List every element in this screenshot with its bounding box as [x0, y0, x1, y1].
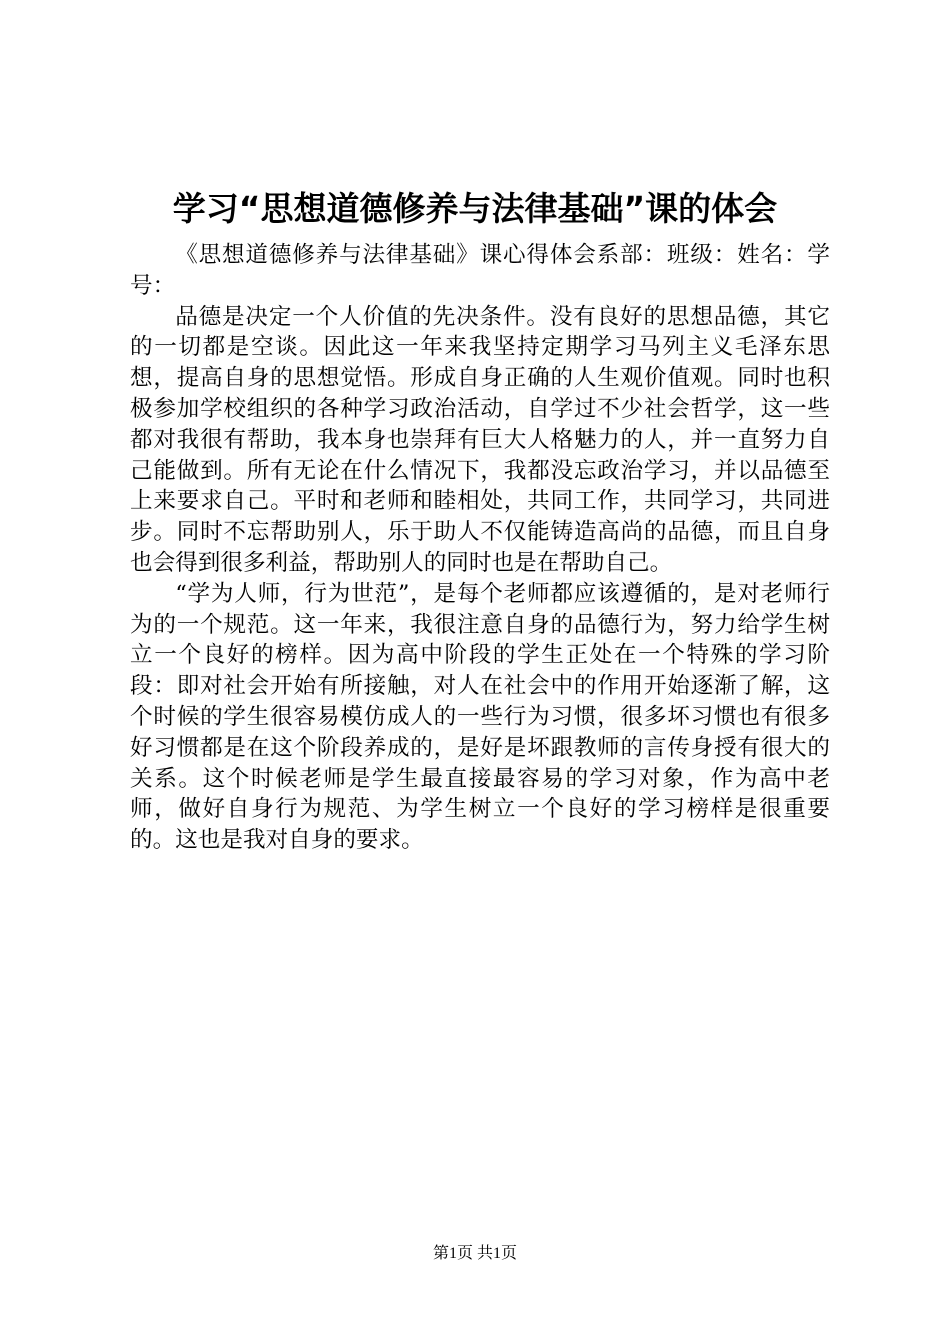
- page-number-footer: 第1页 共1页: [432, 1245, 517, 1262]
- paragraph-character: 品德是决定一个人价值的先决条件。没有良好的思想品德，其它的一切都是空谈。因此这一年来我坚持定期学习马列主义毛泽东思想，提高自身的思想觉悟。形成自身正确的人生观价值观。同时也积极参加学校组织的各种学习政治活动，自学过不少社会哲学，这一些都对我很有帮助，我本身也崇拜有巨大人格魅力的人，并一直努力自己能做到。所有无论在什么情况下，我都没忘政治学习，并以品德至上来要求自己。平时和老师和睦相处，共同工作，共同学习，共同进步。同时不忘帮助别人，乐于助人不仅能铸造高尚的品德，而且自身也会得到很多利益，帮助别人的同时也是在帮助自己。: [130, 303, 830, 576]
- document-body: [130, 240, 830, 856]
- paragraph-teacher-role-model: “学为人师，行为世范”，是每个老师都应该遵循的，是对老师行为的一个规范。这一年来，我很注意自身的品德行为，努力给学生树立一个良好的榜样。因为高中阶段的学生正处在一个特殊的学习阶段：即对社会开始有所接触，对人在社会中的作用开始逐渐了解，这个时候的学生很容易模仿成人的一些行为习惯，很多坏习惯也有很多好习惯都是在这个阶段养成的，是好是坏跟教师的言传身授有很大的关系。这个时候老师是学生最直接最容易的学习对象，作为高中老师，做好自身行为规范、为学生树立一个良好的学习榜样是很重要的。这也是我对自身的要求。: [130, 580, 830, 854]
- document-title: 学习“思想道德修养与法律基础”课的体会: [172, 189, 778, 228]
- paragraph-header-info: 《思想道德修养与法律基础》课心得体会系部：班级：姓名：学号：: [130, 242, 830, 299]
